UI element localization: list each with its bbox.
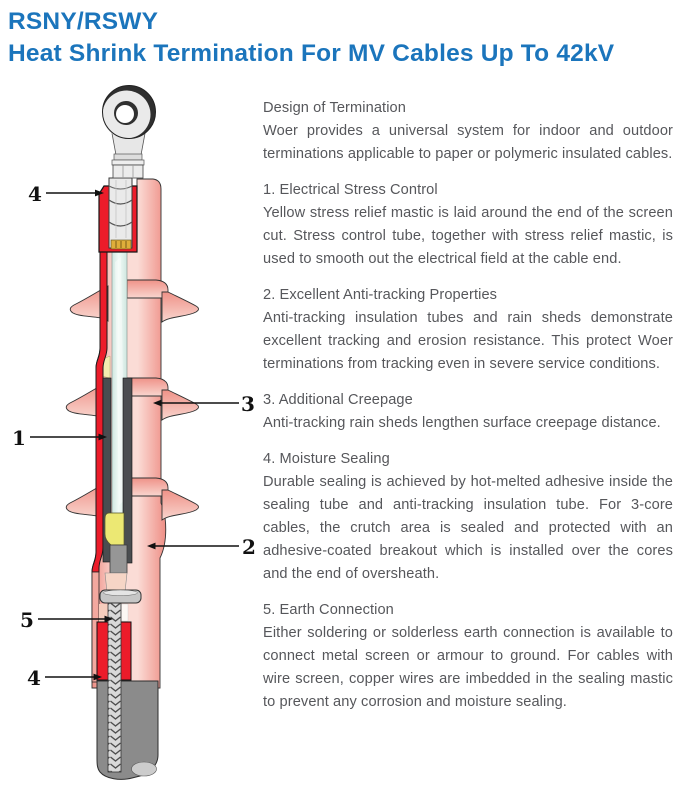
section-earth-connection: [263, 599, 673, 714]
section-moisture-sealing: [263, 448, 673, 586]
screen-clamp: [100, 590, 141, 603]
text-column: [263, 97, 673, 727]
section-heading: 3. Additional Creepage: [263, 392, 413, 408]
page-title-line1: RSNY/RSWY: [8, 8, 159, 35]
section-body: Woer provides a universal system for indoor and outdoor terminations applicable to paper or polymeric insulated cables.: [263, 123, 673, 162]
section-stress-control: [263, 179, 673, 271]
section-body: Durable sealing is achieved by hot-melted adhesive inside the sealing tube and anti-tracking insulation tube. For 3-core cables, the crutch area is sealed and protected with an adhesive-coated breakout which is installed over the cores and the end of oversheath.: [263, 474, 673, 582]
section-heading: 5. Earth Connection: [263, 602, 394, 618]
callout-label-3: 3: [241, 392, 255, 416]
stress-relief-mastic: [105, 513, 124, 545]
page-title-line2: Heat Shrink Termination For MV Cables Up To 42kV: [8, 40, 615, 67]
cable-lug: [103, 86, 156, 179]
termination-illustration: [0, 85, 260, 789]
callout-label-5: 5: [20, 608, 34, 632]
section-body: Either soldering or solderless earth connection is available to connect metal screen or armour to ground. For cables with wire screen, copper wires are imbedded in the sealing mastic to prevent any corrosion and moisture sealing.: [263, 625, 673, 710]
page-title: [8, 6, 614, 70]
section-heading: 1. Electrical Stress Control: [263, 182, 438, 198]
cable-end-face: [132, 762, 157, 776]
callout-label-4-bottom: 4: [27, 666, 41, 690]
section-body: Yellow stress relief mastic is laid around the end of the screen cut. Stress control tube, together with stress relief mastic, is used to smooth out the electrical field at the cable end.: [263, 205, 673, 267]
section-creepage: [263, 389, 673, 435]
section-body: Anti-tracking rain sheds lengthen surface creepage distance.: [263, 415, 661, 431]
callout-label-2: 2: [242, 535, 256, 559]
section-heading: 2. Excellent Anti-tracking Properties: [263, 287, 498, 303]
callout-label-1: 1: [12, 426, 26, 450]
crutch-seal-right: [121, 604, 128, 621]
termination-diagram: [0, 85, 260, 789]
earth-braid: [108, 598, 121, 772]
callout-label-4-top: 4: [28, 182, 42, 206]
insulation-pencil: [105, 573, 127, 592]
section-body: Anti-tracking insulation tubes and rain sheds demonstrate excellent tracking and erosion resistance. This protect Woer terminations from tracking even in severe service conditions.: [263, 310, 673, 372]
section-heading: Design of Termination: [263, 100, 406, 116]
section-anti-tracking: [263, 284, 673, 376]
section-heading: 4. Moisture Sealing: [263, 451, 390, 467]
section-design: [263, 97, 673, 166]
screen-end-plug: [110, 545, 127, 573]
crimped-connector: [109, 178, 132, 249]
